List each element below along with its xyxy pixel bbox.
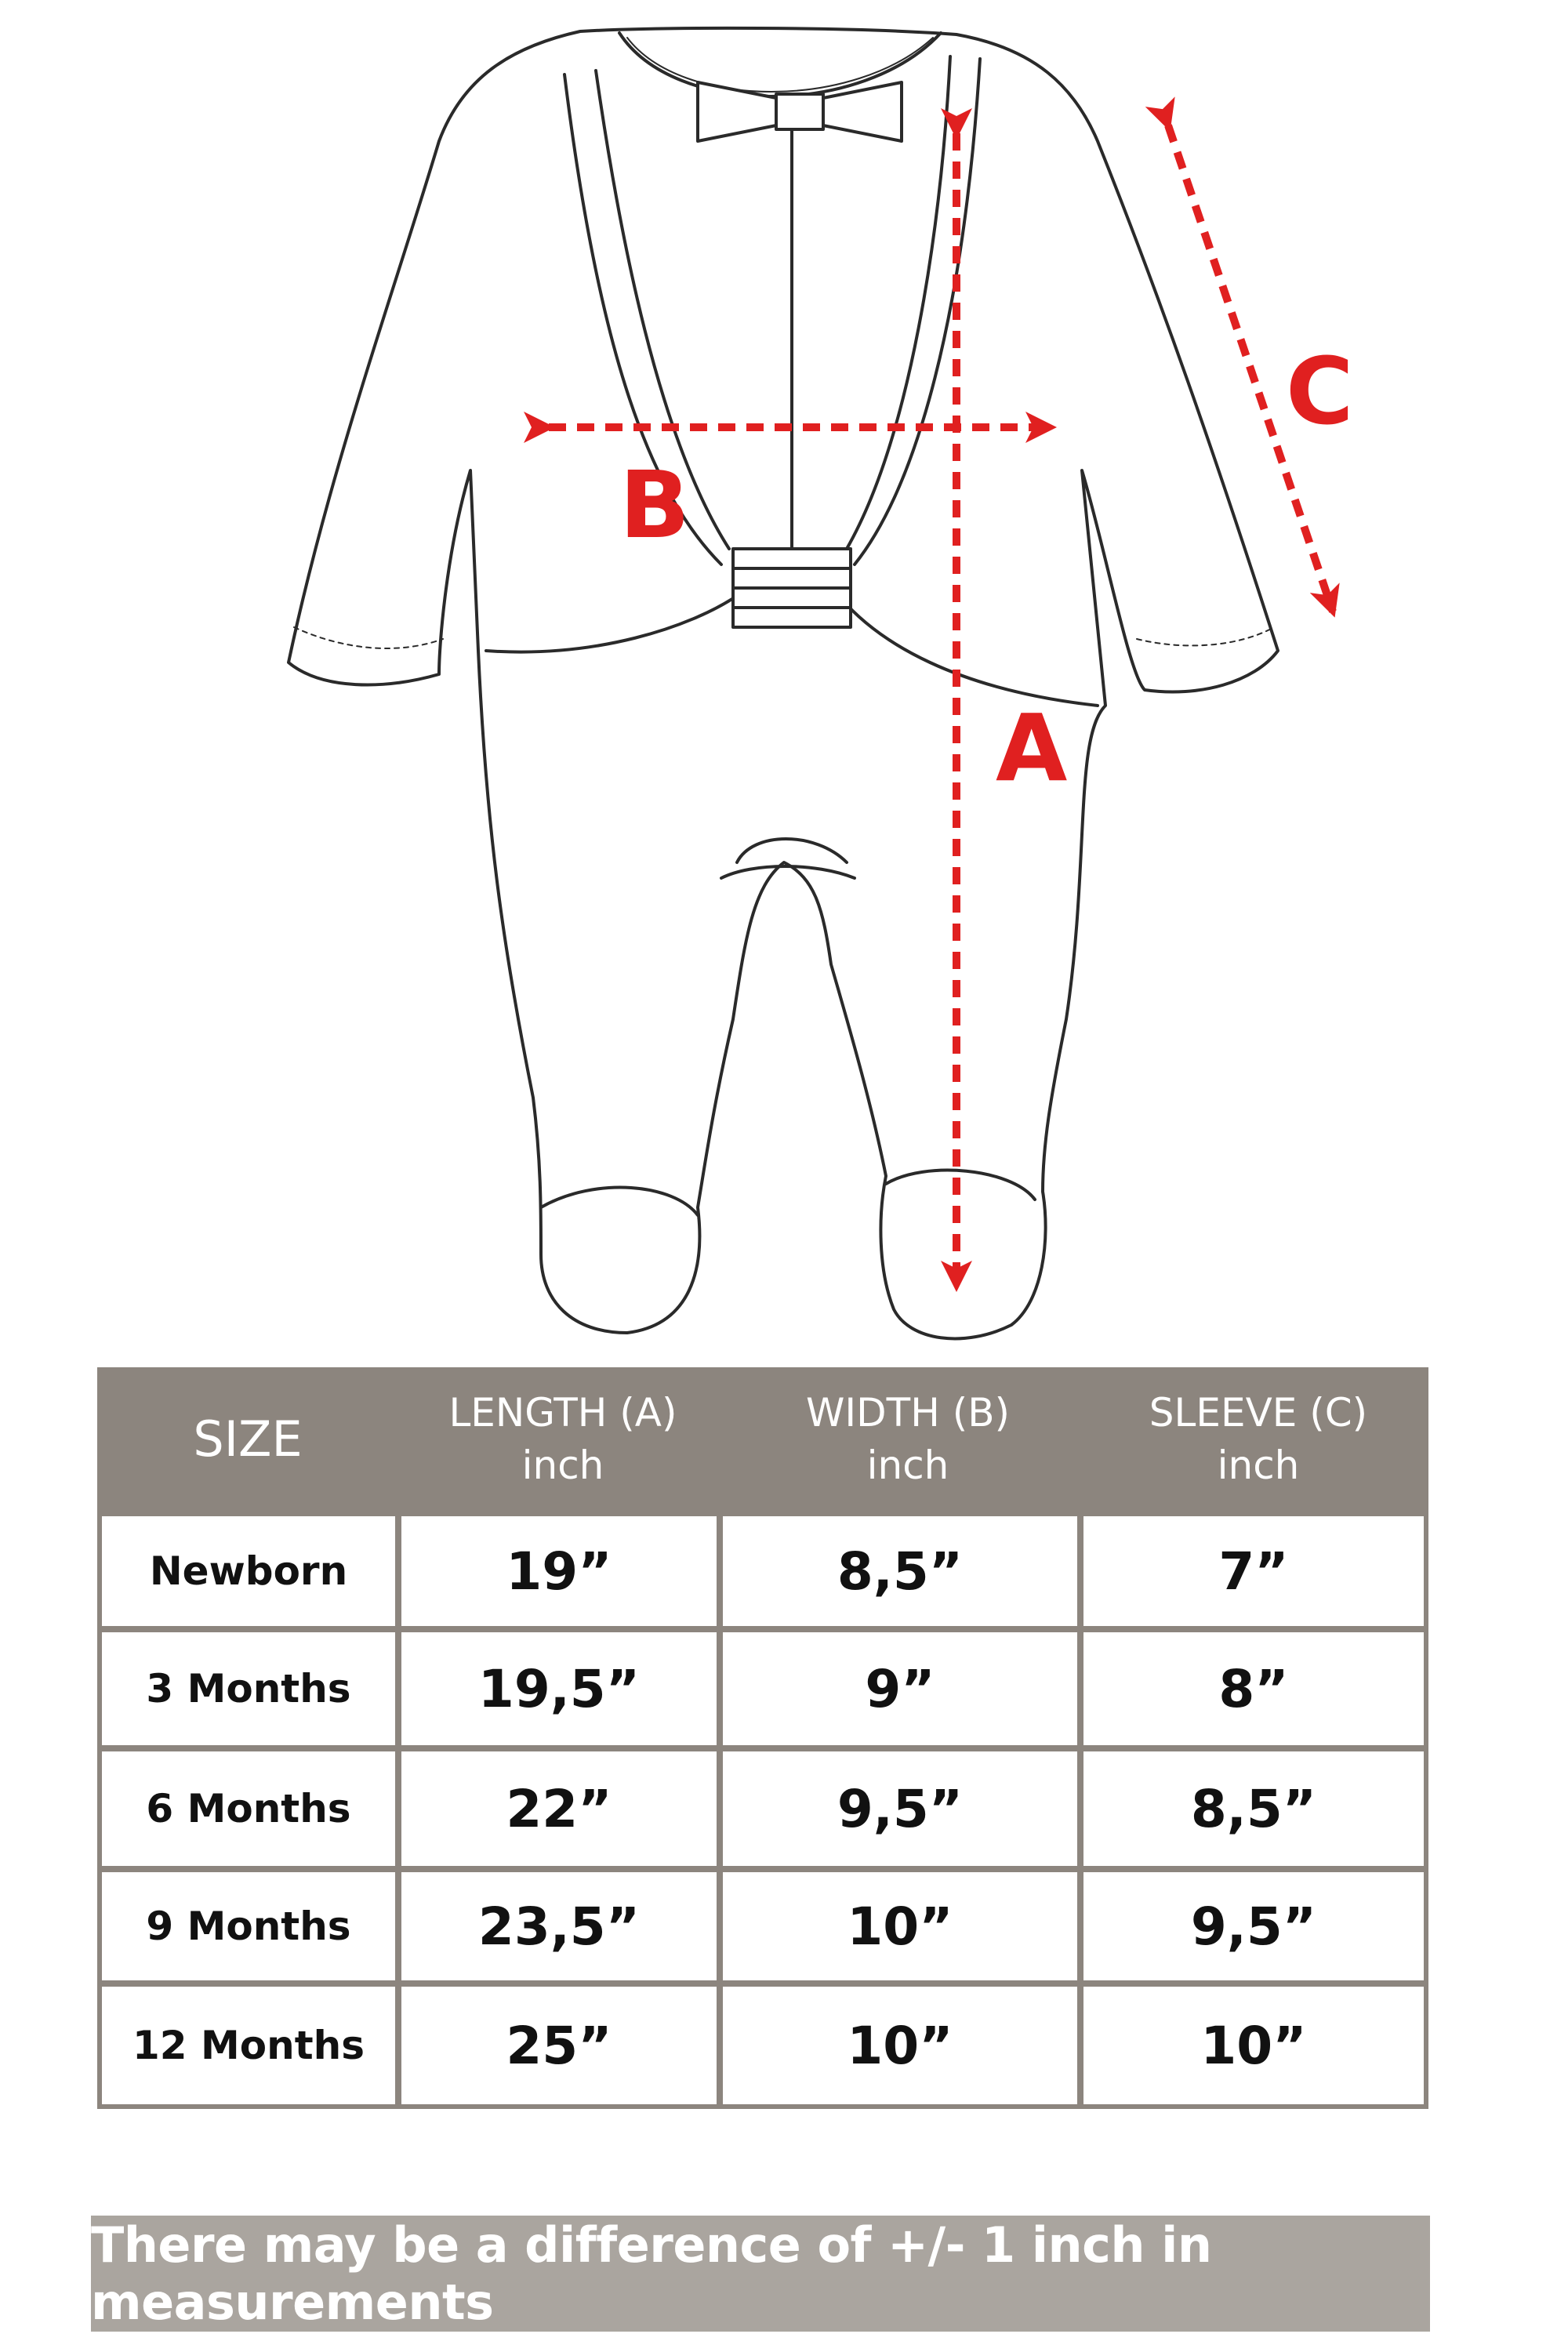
size-cell: 9 Months bbox=[102, 1872, 395, 1980]
sleeve-cell: 8,5” bbox=[1083, 1751, 1424, 1866]
table-header-row bbox=[97, 1367, 1428, 1512]
header-sleeve: SLEEVE (C) inch bbox=[1149, 1389, 1368, 1488]
size-cell: 12 Months bbox=[102, 1987, 395, 2104]
table-body bbox=[97, 1512, 1428, 2109]
length-cell: 25” bbox=[401, 1987, 717, 2104]
width-cell: 8,5” bbox=[723, 1516, 1077, 1626]
label-a: A bbox=[996, 694, 1068, 802]
size-cell: Newborn bbox=[102, 1516, 395, 1626]
measurement-disclaimer: There may be a difference of +/- 1 inch in measurements bbox=[91, 2216, 1430, 2332]
sleeve-cell: 8” bbox=[1083, 1632, 1424, 1745]
label-b: B bbox=[619, 451, 690, 559]
width-cell: 9” bbox=[723, 1632, 1077, 1745]
length-cell: 19,5” bbox=[401, 1632, 717, 1745]
sleeve-cell: 10” bbox=[1083, 1987, 1424, 2104]
size-chart-table bbox=[97, 1367, 1428, 2109]
sleeve-cell: 7” bbox=[1083, 1516, 1424, 1626]
length-cell: 19” bbox=[401, 1516, 717, 1626]
length-cell: 23,5” bbox=[401, 1872, 717, 1980]
length-cell: 22” bbox=[401, 1751, 717, 1866]
width-cell: 9,5” bbox=[723, 1751, 1077, 1866]
size-cell: 6 Months bbox=[102, 1751, 395, 1866]
romper-outline bbox=[289, 28, 1278, 1339]
sleeve-cell: 9,5” bbox=[1083, 1872, 1424, 1980]
header-size: SIZE bbox=[193, 1410, 303, 1468]
width-cell: 10” bbox=[723, 1987, 1077, 2104]
size-cell: 3 Months bbox=[102, 1632, 395, 1745]
header-length: LENGTH (A) inch bbox=[448, 1389, 677, 1488]
header-width: WIDTH (B) inch bbox=[805, 1389, 1011, 1488]
width-cell: 10” bbox=[723, 1872, 1077, 1980]
label-c: C bbox=[1286, 337, 1354, 445]
